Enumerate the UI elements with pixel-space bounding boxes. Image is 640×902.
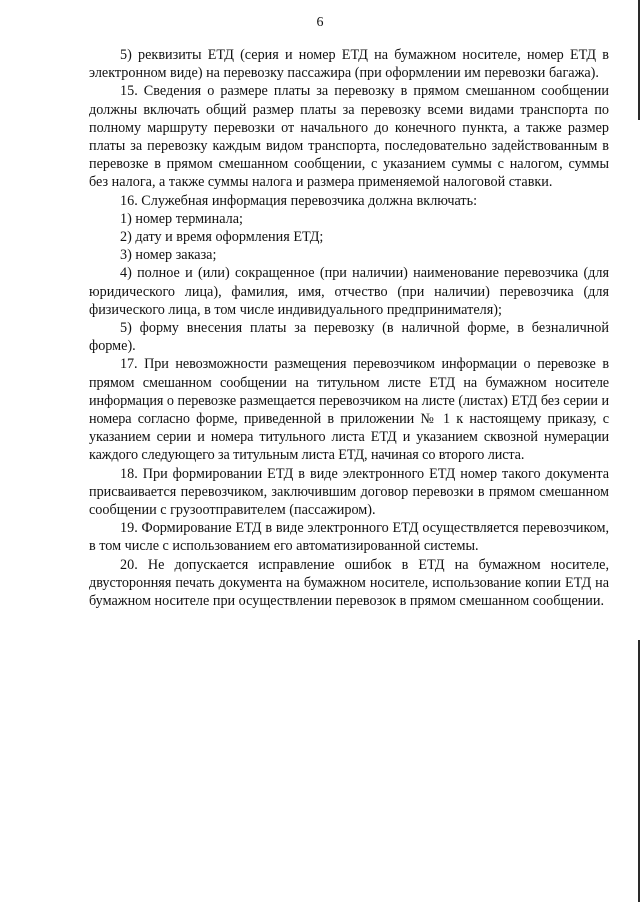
document-body: [89, 46, 609, 610]
paragraph-18-electronic-number: 18. При формировании ЕТД в виде электронного ЕТД номер такого документа присваивается перевозчиком, заключившим договор перевозки в прямом смешанном сообщении с грузоотправителем (пассажиром).: [89, 465, 609, 519]
list-item-terminal-number: 1) номер терминала;: [120, 210, 243, 227]
list-item-order-number: 3) номер заказа;: [120, 247, 217, 264]
list-item-date-time: 2) дату и время оформления ЕТД;: [120, 229, 324, 246]
paragraph-item-5-tickets: 5) реквизиты ЕТД (серия и номер ЕТД на бумажном носителе, номер ЕТД в электронном виде) на перевозку пассажира (при оформлении им перевозки багажа).: [89, 47, 609, 82]
list-item-payment-form: 5) форму внесения платы за перевозку (в наличной форме, в безналичной форме).: [89, 320, 609, 355]
paragraph-20-restrictions: 20. Не допускается исправление ошибок в ЕТД на бумажном носителе, двусторонняя печать документа на бумажном носителе, использование копии ЕТД на бумажном носителе при осуществлении перевозок в прямом смешанном сообщении.: [89, 556, 609, 610]
list-item-carrier-name: 4) полное и (или) сокращенное (при наличии) наименование перевозчика (для юридического лица), фамилия, имя, отчество (при наличии) перевозчика (для физического лица, в том числе индивидуального предпринимателя);: [89, 265, 609, 318]
paragraph-19-formation: 19. Формирование ЕТД в виде электронного ЕТД осуществляется перевозчиком, в том числе с использованием его автоматизированной системы.: [89, 520, 609, 555]
page-number: 6: [316, 15, 324, 30]
paragraph-16-service-info: 16. Служебная информация перевозчика должна включать:: [120, 192, 478, 209]
paragraph-17-placement: 17. При невозможности размещения перевозчиком информации о перевозке в прямом смешанном сообщении на титульном листе ЕТД на бумажном носителе информация о перевозке размещается перевозчиком на листе (листах) ЕТД без серии и номера согласно форме, приведенной в приложении № 1 к настоящему приказу, с указанием серии и номера титульного листа ЕТД и указанием сквозной нумерации каждого следующего за титульным листа ЕТД, начиная со второго листа.: [89, 356, 609, 464]
paragraph-15-fare-info: 15. Сведения о размере платы за перевозку в прямом смешанном сообщении должны включать общий размер платы за перевозку всеми видами транспорта по полному маршруту перевозки от начального до конечного пункта, а также размер платы за перевозку каждым видом транспорта, последовательно задействованным в перевозке в прямом смешанном сообщении, с указанием суммы с налогом, суммы без налога, а также суммы налога и размера применяемой налоговой ставки.: [89, 83, 609, 191]
